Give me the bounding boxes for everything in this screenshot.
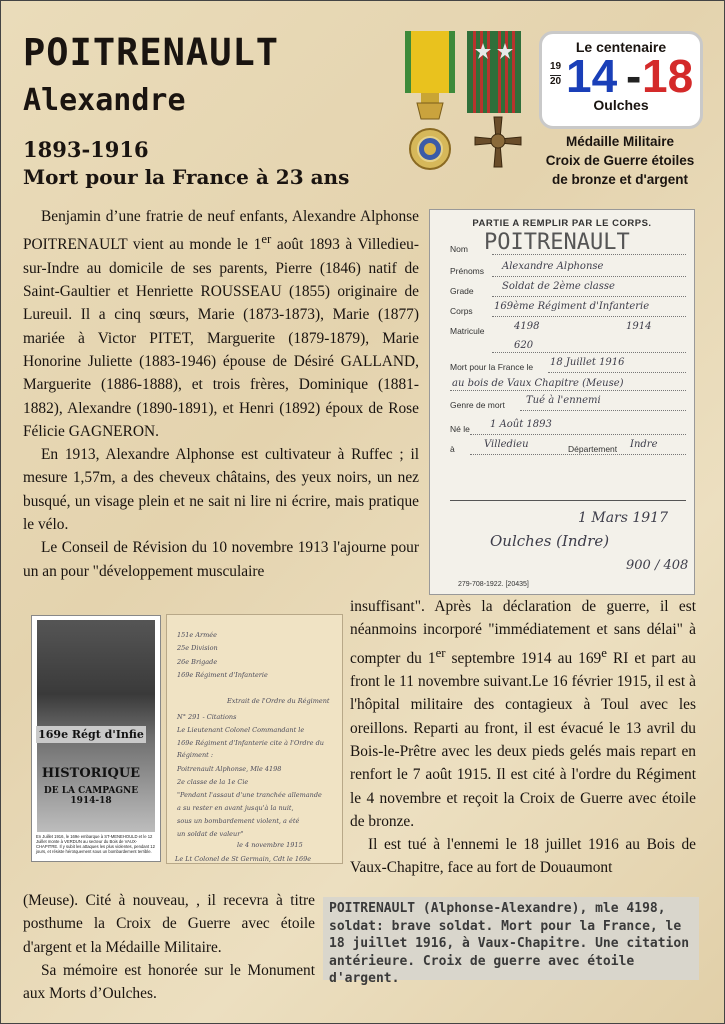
extract-line: sous un bombardement violent, a été	[177, 817, 300, 825]
death-statement: Mort pour la France à 23 ans	[23, 165, 350, 189]
centenaire-logo	[539, 31, 703, 129]
card-label-ne: Né le	[450, 424, 470, 434]
card-label-nom: Nom	[450, 244, 468, 254]
logo-title: Le centenaire	[575, 39, 667, 55]
card-label-dept: Département	[568, 444, 618, 454]
medals-caption	[531, 132, 709, 189]
regiment-history-photo	[31, 615, 161, 862]
card-label-prenoms: Prénoms	[450, 266, 485, 276]
paragraph-description: En 1913, Alexandre Alphonse est cultivateur à Ruffec ; il mesure 1,57m, a des cheveux châtains, des yeux noirs, un nez busqué, un visage plein et ne sait ni lire ni écrire, mais pratique le vélo.	[23, 446, 419, 533]
card-label-grade: Grade	[450, 286, 474, 296]
card-value-ne: 1 Août 1893	[490, 419, 552, 430]
regiment-order-extract	[166, 614, 343, 864]
paragraph-birth: Benjamin d’une fratrie de neuf enfants, Alexandre Alphonse POITRENAULT vient au monde le 1er août 1893 à Villedieu-sur-Indre au domicile de ses parents, Pierre (1846) natif de Saint-Gaultier et Henriette ROUSSEAU (1855) originaire de Lureuil. Il a cinq sœurs, Marie (1873-1873), Marie (1877) mariée à Victor PITET, Marguerite (1879-1879), Marie Honorine Juliette (1883-1946) épouse de Désiré GALLAND, Marguerite (1886-1888), et trois frères, Dominique (1881-1882), Alexandre (1890-1891), et Henri (1892) époux de Rose Félicie GAGNERON.	[23, 208, 419, 440]
card-label-a: à	[450, 444, 455, 454]
extract-line: Le Lt Colonel de St Germain, Cdt le 169e	[175, 855, 312, 863]
logo-year-small-bottom: 20	[550, 76, 562, 87]
medals-caption-line: de bronze et d'argent	[552, 172, 688, 187]
medals-caption-line: Médaille Militaire	[565, 134, 675, 149]
logo-dash: -	[626, 50, 642, 102]
croix-de-guerre-icon	[467, 31, 521, 167]
logo-year-small-top: 19	[550, 61, 562, 72]
extract-line: Le Lieutenant Colonel Commandant le	[177, 726, 305, 734]
medals-image	[399, 29, 529, 179]
extract-line: 151e Armée	[177, 631, 217, 639]
life-dates: 1893-1916	[23, 137, 149, 162]
medals-caption-line: Croix de Guerre étoiles	[545, 153, 695, 168]
book-historique-label: HISTORIQUE	[41, 766, 141, 781]
extract-line: Poitrenault Alphonse, Mle 4198	[177, 765, 282, 773]
card-label-corps: Corps	[450, 306, 473, 316]
medaille-militaire-icon	[405, 31, 455, 169]
photo-caption: En Juillet 1916, le 169e embarque à ST-MENEHOULD et le 12 Juillet monte à VERDUN au secteur du Bois de VAUX-CHAPITRE. Il y subit les attaques les plus violentes, pendant 12 jours, et résiste héroïquement sous un bombardement terrible.	[36, 834, 155, 854]
card-label-genre: Genre de mort	[450, 400, 505, 410]
extract-line: 25e Division	[177, 644, 218, 652]
card-value-matricule: 4198	[514, 321, 540, 332]
card-value-classe: 1914	[626, 321, 652, 332]
card-value-mort: 18 Juillet 1916	[550, 357, 625, 368]
card-value-corps: 169ème Régiment d'Infanterie	[494, 301, 650, 312]
card-value-registre: 900 / 408	[626, 558, 689, 573]
extract-line: un soldat de valeur"	[177, 830, 244, 838]
card-footer: 279-708-1922. [20435]	[458, 581, 529, 588]
card-value-dept: Indre	[630, 439, 658, 450]
biography-column-right	[350, 595, 696, 880]
extract-line: 169e Régiment d'Infanterie cite à l'Ordre du	[177, 739, 324, 747]
extract-line: Extrait de l'Ordre du Régiment	[227, 697, 330, 705]
card-value-a: Villedieu	[484, 439, 529, 450]
paragraph-memorial: Sa mémoire est honorée sur le Monument aux Morts d’Oulches.	[23, 961, 315, 1003]
card-value-nom: POITRENAULT	[484, 230, 630, 255]
card-value-recrutement: 620	[514, 340, 534, 351]
extract-line: 169e Régiment d'Infanterie	[177, 671, 268, 679]
biography-column-bottom	[23, 889, 315, 1005]
card-value-genre: Tué à l'ennemi	[526, 395, 601, 406]
extract-line: "Pendant l'assaut d'une tranchée allemande	[177, 791, 322, 799]
card-value-grade: Soldat de 2ème classe	[502, 281, 615, 292]
card-label-matricule: Matricule	[450, 326, 485, 336]
extract-line: Régiment :	[177, 751, 214, 759]
paragraph-death: Il est tué à l'ennemi le 18 juillet 1916 au Bois de Vaux-Chapitre, face au fort de Douaumont	[350, 836, 696, 877]
first-name-title: Alexandre	[23, 83, 186, 118]
extract-line: 26e Brigade	[177, 658, 218, 666]
card-label-mort: Mort pour la France le	[450, 362, 534, 372]
military-death-card	[429, 209, 695, 595]
card-header: PARTIE A REMPLIR PAR LE CORPS.	[472, 218, 652, 229]
paragraph-war: insuffisant". Après la déclaration de guerre, il est néanmoins incorporé "immédiatement et sans délai" à compter du 1er septembre 1914 au 169e RI et part au front le 11 novembre suivant.Le 16 février 1915, il est à l'hôpital militaire des contagieux à Toul avec les oreillons. Reparti au front, il est évacué le 13 avril du Bois-le-Prêtre avec les deux pieds gelés mais repart en renfort le 7 août 1915. Il est cité à l'ordre du Régiment le 4 novembre et reçoit la Croix de Guerre avec étoile de bronze.	[350, 598, 697, 830]
card-value-lieu: au bois de Vaux Chapitre (Meuse)	[452, 378, 624, 389]
extract-line: 2e classe de la 1e Cie	[177, 778, 249, 786]
logo-year-18: 18	[642, 50, 694, 102]
extract-line: a su rester en avant jusqu'à la nuit,	[177, 804, 294, 812]
card-value-jugement: 1 Mars 1917	[578, 510, 668, 526]
card-value-prenoms: Alexandre Alphonse	[502, 261, 604, 272]
biography-column-top	[23, 205, 419, 583]
card-value-transcrit: Oulches (Indre)	[490, 532, 610, 550]
logo-years	[542, 50, 700, 102]
paragraph-posthumous: (Meuse). Cité à nouveau, , il recevra à titre posthume la Croix de Guerre avec étoile d'argent et la Médaille Militaire.	[23, 892, 315, 956]
logo-year-14: 14	[566, 50, 618, 102]
book-regiment-label: 169e Régt d'Infie	[36, 726, 146, 743]
paragraph-revision: Le Conseil de Révision du 10 novembre 1913 l'ajourne pour un an pour "développement musculaire	[23, 539, 419, 580]
extract-line: le 4 novembre 1915	[237, 841, 303, 849]
logo-place: Oulches	[593, 97, 649, 113]
last-name-title: POITRENAULT	[23, 31, 280, 74]
extract-line: N° 291 - Citations	[177, 713, 237, 721]
book-campagne-label: DE LA CAMPAGNE 1914-18	[43, 786, 139, 806]
newspaper-clipping: POITRENAULT (Alphonse-Alexandre), mle 4198, soldat: brave soldat. Mort pour la France, le 18 juillet 1916, à Vaux-Chapitre. Une citation antérieure. Croix de guerre avec étoile d'argent.	[323, 897, 699, 980]
